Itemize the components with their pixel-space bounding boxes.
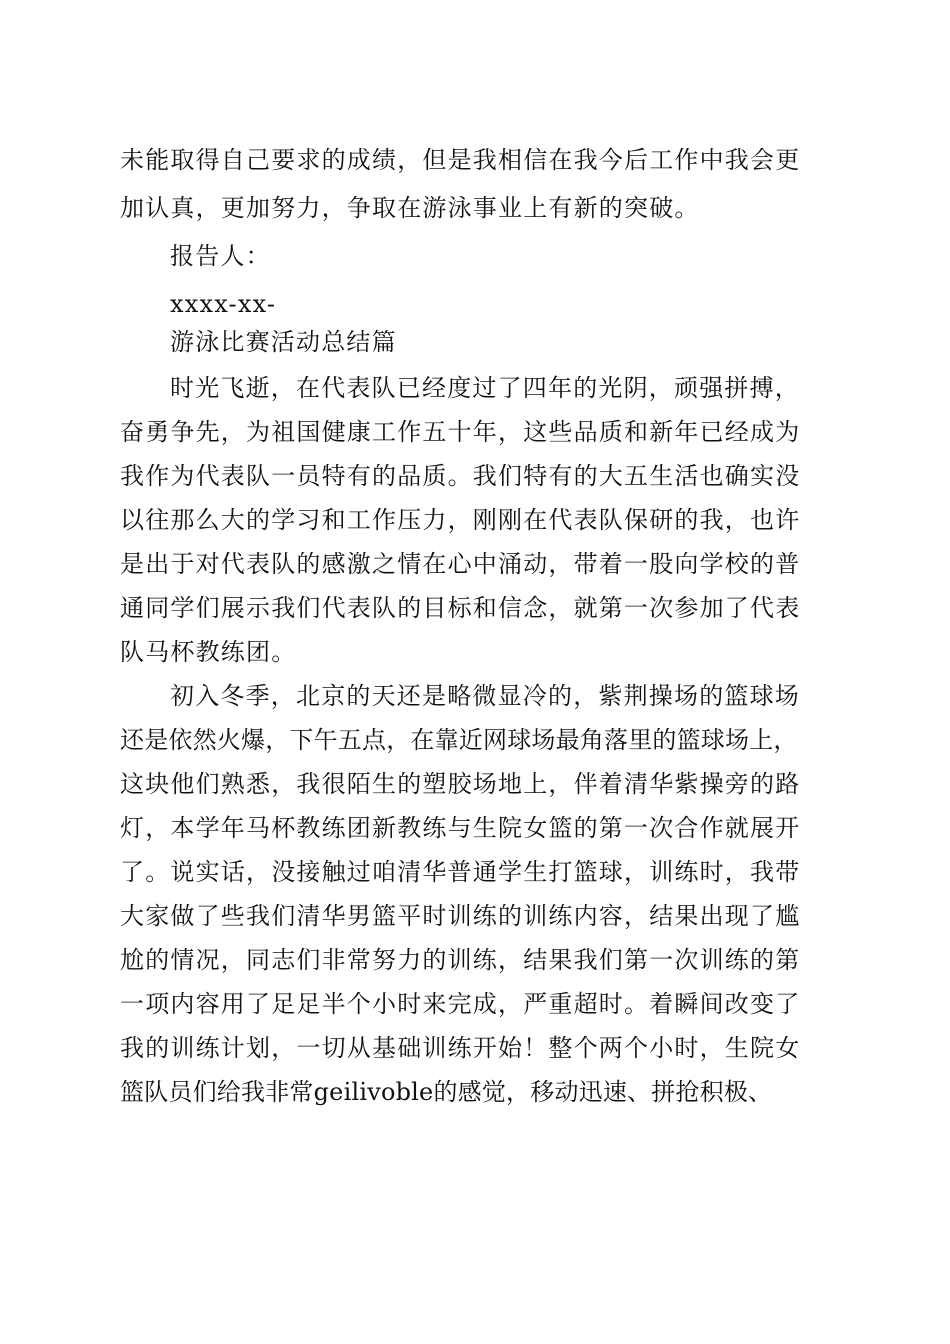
- text-line: 奋勇争先，为祖国健康工作五十年，这些品质和新年已经成为: [120, 418, 801, 446]
- text-line: 这块他们熟悉，我很陌生的塑胶场地上，伴着清华紫操旁的路: [120, 770, 801, 798]
- text-line: 队马杯教练团。: [120, 638, 297, 666]
- text-line: 时光飞逝，在代表队已经度过了四年的光阴，顽强拼搏，: [170, 374, 800, 402]
- report-date: xxxx-xx-: [170, 290, 277, 318]
- text-line: 还是依然火爆，下午五点，在靠近网球场最角落里的篮球场上，: [120, 726, 798, 754]
- text-line: 我的训练计划，一切从基础训练开始！整个两个小时，生院女: [120, 1034, 801, 1062]
- text-line: 我作为代表队一员特有的品质。我们特有的大五生活也确实没: [120, 462, 801, 490]
- text-line: 初入冬季，北京的天还是略微显冷的，紫荆操场的篮球场: [170, 682, 800, 710]
- reporter-label: 报告人：: [170, 242, 271, 270]
- section-title: 游泳比赛活动总结篇: [170, 328, 397, 356]
- text-line: 通同学们展示我们代表队的目标和信念，就第一次参加了代表: [120, 594, 801, 622]
- text-line: 尬的情况，同志们非常努力的训练，结果我们第一次训练的第: [120, 946, 801, 974]
- text-line: 是出于对代表队的感激之情在心中涌动，带着一股向学校的普: [120, 550, 801, 578]
- text-line: 了。说实话，没接触过咱清华普通学生打篮球，训练时，我带: [120, 858, 801, 886]
- text-line: 大家做了些我们清华男篮平时训练的训练内容，结果出现了尴: [120, 902, 801, 930]
- text-line: 灯，本学年马杯教练团新教练与生院女篮的第一次合作就展开: [120, 814, 801, 842]
- text-line: 加认真，更加努力，争取在游泳事业上有新的突破。: [120, 194, 700, 222]
- text-line: 篮队员们给我非常geilivoble的感觉，移动迅速、拼抢积极、: [120, 1078, 773, 1106]
- text-line: 以往那么大的学习和工作压力，刚刚在代表队保研的我，也许: [120, 506, 801, 534]
- text-line: 未能取得自己要求的成绩，但是我相信在我今后工作中我会更: [120, 146, 801, 174]
- text-line: 一项内容用了足足半个小时来完成，严重超时。着瞬间改变了: [120, 990, 801, 1018]
